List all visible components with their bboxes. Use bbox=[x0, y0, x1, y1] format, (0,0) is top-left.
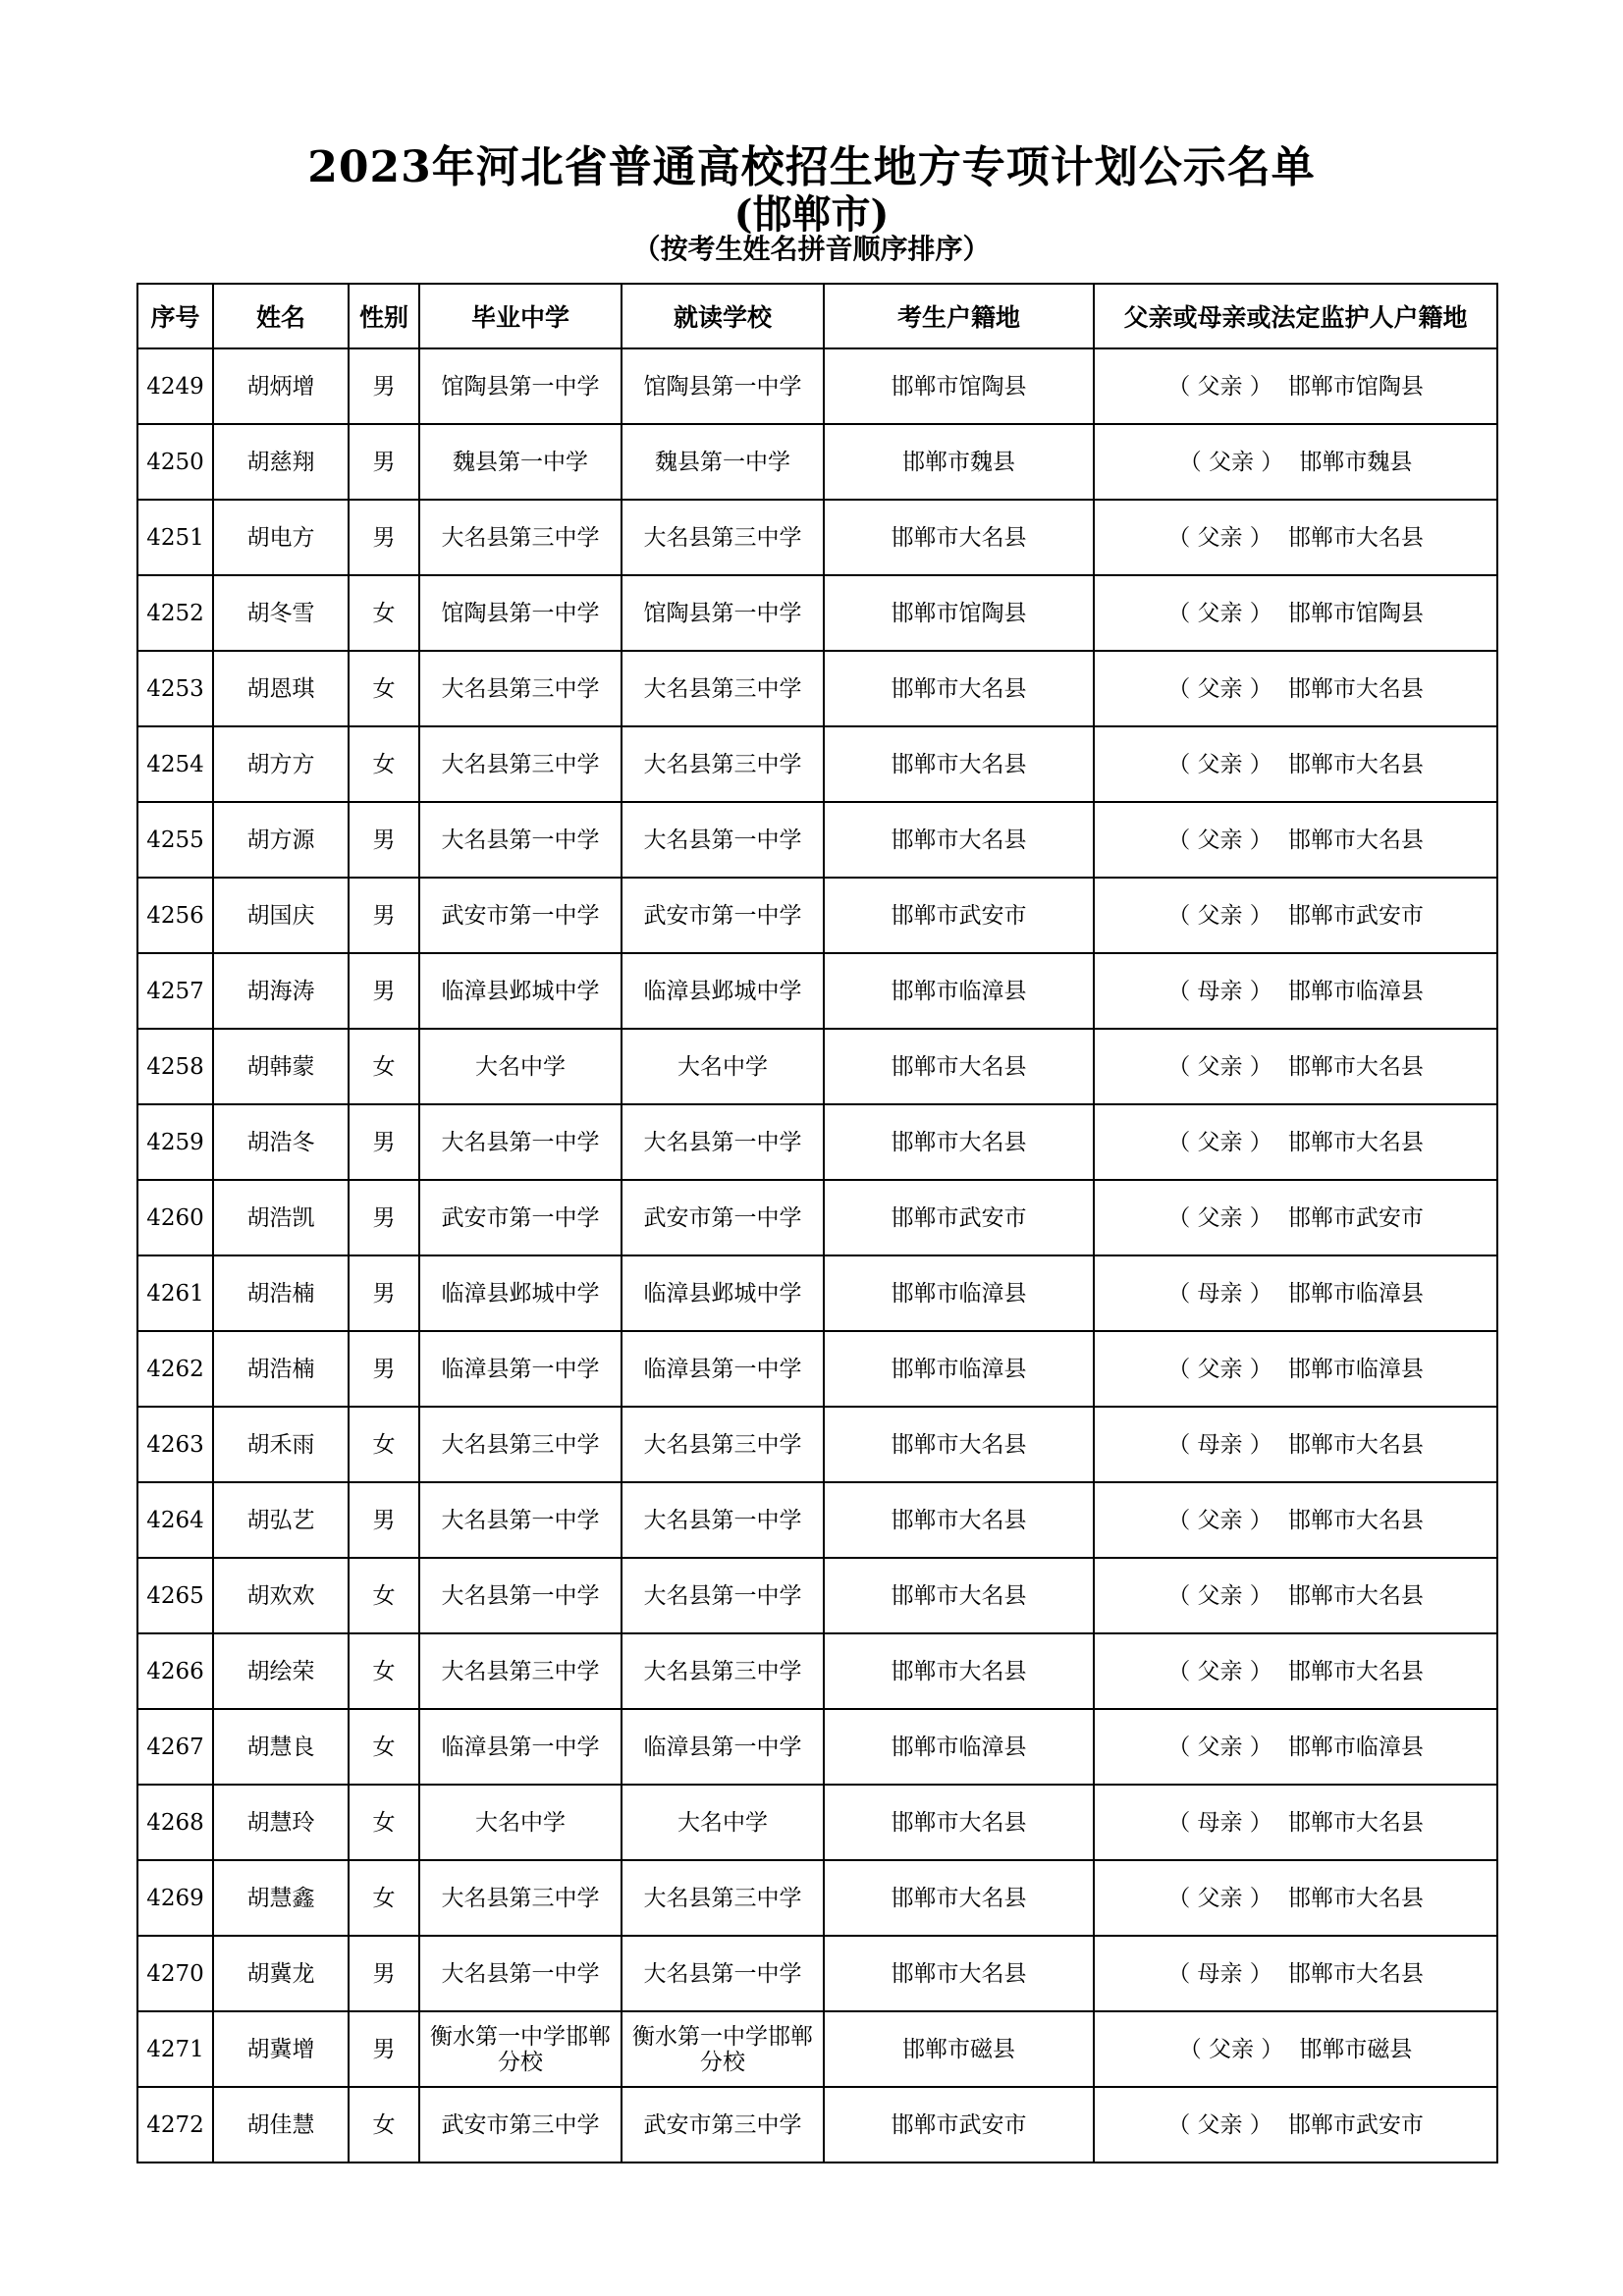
guardian-place: 邯郸市大名县 bbox=[1287, 524, 1424, 551]
cell-number: 4250 bbox=[137, 424, 213, 500]
cell-graduation-school: 大名县第三中学 bbox=[419, 1860, 622, 1936]
cell-student-hukou: 邯郸市大名县 bbox=[824, 500, 1094, 575]
cell-student-hukou: 邯郸市大名县 bbox=[824, 1558, 1094, 1633]
cell-student-hukou: 邯郸市馆陶县 bbox=[824, 575, 1094, 651]
cell-number: 4253 bbox=[137, 651, 213, 726]
cell-student-hukou: 邯郸市临漳县 bbox=[824, 1331, 1094, 1407]
cell-name: 胡浩楠 bbox=[213, 1331, 349, 1407]
cell-current-school: 临漳县邺城中学 bbox=[622, 1255, 824, 1331]
cell-gender: 男 bbox=[349, 878, 419, 953]
guardian-relation: （ 父亲 ） bbox=[1167, 827, 1272, 853]
cell-number: 4262 bbox=[137, 1331, 213, 1407]
cell-number: 4263 bbox=[137, 1407, 213, 1482]
cell-graduation-school: 大名县第三中学 bbox=[419, 651, 622, 726]
cell-guardian-hukou bbox=[1094, 1331, 1497, 1407]
table-row bbox=[137, 1936, 1497, 2011]
cell-current-school: 大名县第三中学 bbox=[622, 651, 824, 726]
cell-number: 4251 bbox=[137, 500, 213, 575]
guardian-relation: （ 父亲 ） bbox=[1167, 1582, 1272, 1609]
cell-name: 胡禾雨 bbox=[213, 1407, 349, 1482]
table-row bbox=[137, 802, 1497, 878]
cell-number: 4257 bbox=[137, 953, 213, 1029]
guardian-relation: （ 父亲 ） bbox=[1167, 751, 1272, 777]
guardian-place: 邯郸市大名县 bbox=[1287, 675, 1424, 702]
cell-name: 胡慈翔 bbox=[213, 424, 349, 500]
cell-graduation-school: 武安市第三中学 bbox=[419, 2087, 622, 2163]
cell-guardian-hukou bbox=[1094, 1029, 1497, 1104]
cell-name: 胡佳慧 bbox=[213, 2087, 349, 2163]
col-header-student-hukou: 考生户籍地 bbox=[824, 284, 1094, 348]
cell-number: 4272 bbox=[137, 2087, 213, 2163]
guardian-relation: （ 父亲 ） bbox=[1167, 524, 1272, 551]
cell-name: 胡国庆 bbox=[213, 878, 349, 953]
cell-guardian-hukou bbox=[1094, 1407, 1497, 1482]
guardian-relation: （ 父亲 ） bbox=[1167, 1658, 1272, 1684]
cell-number: 4261 bbox=[137, 1255, 213, 1331]
cell-name: 胡电方 bbox=[213, 500, 349, 575]
cell-guardian-hukou bbox=[1094, 1104, 1497, 1180]
guardian-relation: （ 父亲 ） bbox=[1167, 1053, 1272, 1080]
cell-student-hukou: 邯郸市大名县 bbox=[824, 1407, 1094, 1482]
guardian-place: 邯郸市武安市 bbox=[1287, 2111, 1424, 2138]
cell-number: 4271 bbox=[137, 2011, 213, 2087]
guardian-place: 邯郸市临漳县 bbox=[1287, 1356, 1424, 1382]
table-row bbox=[137, 1104, 1497, 1180]
table-row bbox=[137, 1029, 1497, 1104]
cell-guardian-hukou bbox=[1094, 2011, 1497, 2087]
guardian-place: 邯郸市大名县 bbox=[1287, 1885, 1424, 1911]
cell-name: 胡冀增 bbox=[213, 2011, 349, 2087]
cell-graduation-school: 大名县第一中学 bbox=[419, 1936, 622, 2011]
guardian-relation: （ 父亲 ） bbox=[1178, 449, 1284, 475]
cell-guardian-hukou bbox=[1094, 1558, 1497, 1633]
cell-graduation-school: 临漳县邺城中学 bbox=[419, 953, 622, 1029]
cell-current-school: 大名县第一中学 bbox=[622, 1104, 824, 1180]
cell-graduation-school: 馆陶县第一中学 bbox=[419, 575, 622, 651]
cell-graduation-school: 大名县第三中学 bbox=[419, 1633, 622, 1709]
cell-gender: 女 bbox=[349, 2087, 419, 2163]
cell-graduation-school: 大名县第三中学 bbox=[419, 726, 622, 802]
cell-gender: 女 bbox=[349, 1709, 419, 1785]
cell-graduation-school: 大名县第一中学 bbox=[419, 802, 622, 878]
cell-guardian-hukou bbox=[1094, 651, 1497, 726]
cell-graduation-school: 大名县第一中学 bbox=[419, 1104, 622, 1180]
cell-student-hukou: 邯郸市大名县 bbox=[824, 802, 1094, 878]
table-row bbox=[137, 1255, 1497, 1331]
cell-gender: 女 bbox=[349, 726, 419, 802]
guardian-place: 邯郸市临漳县 bbox=[1287, 1734, 1424, 1760]
cell-current-school: 武安市第一中学 bbox=[622, 878, 824, 953]
cell-gender: 男 bbox=[349, 500, 419, 575]
cell-number: 4260 bbox=[137, 1180, 213, 1255]
table-row bbox=[137, 953, 1497, 1029]
table-row bbox=[137, 424, 1497, 500]
guardian-relation: （ 母亲 ） bbox=[1167, 1809, 1272, 1836]
guardian-place: 邯郸市大名县 bbox=[1287, 1129, 1424, 1155]
table-row bbox=[137, 348, 1497, 424]
cell-student-hukou: 邯郸市大名县 bbox=[824, 1785, 1094, 1860]
cell-name: 胡绘荣 bbox=[213, 1633, 349, 1709]
cell-name: 胡方源 bbox=[213, 802, 349, 878]
cell-number: 4254 bbox=[137, 726, 213, 802]
cell-gender: 女 bbox=[349, 1407, 419, 1482]
cell-guardian-hukou bbox=[1094, 953, 1497, 1029]
cell-gender: 男 bbox=[349, 1104, 419, 1180]
cell-graduation-school: 馆陶县第一中学 bbox=[419, 348, 622, 424]
cell-number: 4270 bbox=[137, 1936, 213, 2011]
col-header-current-school: 就读学校 bbox=[622, 284, 824, 348]
cell-graduation-school: 武安市第一中学 bbox=[419, 1180, 622, 1255]
cell-guardian-hukou bbox=[1094, 878, 1497, 953]
cell-guardian-hukou bbox=[1094, 1180, 1497, 1255]
guardian-relation: （ 父亲 ） bbox=[1167, 373, 1272, 400]
document-subtitle: (邯郸市) bbox=[733, 191, 890, 238]
guardian-relation: （ 父亲 ） bbox=[1167, 675, 1272, 702]
cell-student-hukou: 邯郸市武安市 bbox=[824, 1180, 1094, 1255]
cell-graduation-school: 大名县第一中学 bbox=[419, 1482, 622, 1558]
cell-name: 胡慧玲 bbox=[213, 1785, 349, 1860]
cell-number: 4255 bbox=[137, 802, 213, 878]
cell-gender: 男 bbox=[349, 1180, 419, 1255]
cell-current-school: 大名县第三中学 bbox=[622, 500, 824, 575]
col-header-gender: 性别 bbox=[349, 284, 419, 348]
cell-number: 4264 bbox=[137, 1482, 213, 1558]
sort-note: （按考生姓名拼音顺序排序） bbox=[632, 233, 991, 265]
cell-student-hukou: 邯郸市大名县 bbox=[824, 1860, 1094, 1936]
cell-gender: 女 bbox=[349, 575, 419, 651]
cell-current-school: 馆陶县第一中学 bbox=[622, 348, 824, 424]
cell-gender: 女 bbox=[349, 1860, 419, 1936]
cell-current-school: 魏县第一中学 bbox=[622, 424, 824, 500]
cell-graduation-school: 临漳县第一中学 bbox=[419, 1331, 622, 1407]
guardian-place: 邯郸市魏县 bbox=[1299, 449, 1413, 475]
table-row bbox=[137, 1558, 1497, 1633]
cell-student-hukou: 邯郸市大名县 bbox=[824, 1633, 1094, 1709]
cell-guardian-hukou bbox=[1094, 802, 1497, 878]
cell-name: 胡浩楠 bbox=[213, 1255, 349, 1331]
cell-number: 4258 bbox=[137, 1029, 213, 1104]
cell-number: 4268 bbox=[137, 1785, 213, 1860]
table-header-row bbox=[137, 284, 1497, 348]
guardian-relation: （ 母亲 ） bbox=[1167, 1960, 1272, 1987]
cell-current-school: 大名县第三中学 bbox=[622, 1860, 824, 1936]
table-row bbox=[137, 1180, 1497, 1255]
cell-graduation-school: 大名县第三中学 bbox=[419, 1407, 622, 1482]
cell-current-school: 临漳县第一中学 bbox=[622, 1709, 824, 1785]
cell-student-hukou: 邯郸市大名县 bbox=[824, 1936, 1094, 2011]
cell-current-school: 临漳县第一中学 bbox=[622, 1331, 824, 1407]
guardian-place: 邯郸市磁县 bbox=[1299, 2036, 1413, 2062]
cell-guardian-hukou bbox=[1094, 1709, 1497, 1785]
cell-guardian-hukou bbox=[1094, 1482, 1497, 1558]
cell-student-hukou: 邯郸市大名县 bbox=[824, 1482, 1094, 1558]
table-row bbox=[137, 726, 1497, 802]
cell-gender: 女 bbox=[349, 1558, 419, 1633]
table-row bbox=[137, 878, 1497, 953]
cell-current-school: 大名县第三中学 bbox=[622, 1407, 824, 1482]
cell-graduation-school: 临漳县邺城中学 bbox=[419, 1255, 622, 1331]
cell-current-school: 大名县第一中学 bbox=[622, 1482, 824, 1558]
cell-gender: 女 bbox=[349, 1633, 419, 1709]
cell-name: 胡慧鑫 bbox=[213, 1860, 349, 1936]
cell-gender: 男 bbox=[349, 1255, 419, 1331]
cell-current-school: 大名县第一中学 bbox=[622, 1936, 824, 2011]
guardian-relation: （ 父亲 ） bbox=[1167, 1885, 1272, 1911]
cell-graduation-school: 魏县第一中学 bbox=[419, 424, 622, 500]
cell-graduation-school: 大名县第一中学 bbox=[419, 1558, 622, 1633]
cell-guardian-hukou bbox=[1094, 348, 1497, 424]
cell-current-school: 临漳县邺城中学 bbox=[622, 953, 824, 1029]
cell-gender: 女 bbox=[349, 1029, 419, 1104]
cell-student-hukou: 邯郸市临漳县 bbox=[824, 1255, 1094, 1331]
cell-gender: 女 bbox=[349, 1785, 419, 1860]
document-title: 2023年河北省普通高校招生地方专项计划公示名单 bbox=[307, 142, 1316, 192]
guardian-relation: （ 母亲 ） bbox=[1167, 1280, 1272, 1307]
cell-student-hukou: 邯郸市武安市 bbox=[824, 878, 1094, 953]
cell-name: 胡方方 bbox=[213, 726, 349, 802]
guardian-relation: （ 父亲 ） bbox=[1167, 2111, 1272, 2138]
cell-name: 胡恩琪 bbox=[213, 651, 349, 726]
cell-student-hukou: 邯郸市临漳县 bbox=[824, 1709, 1094, 1785]
guardian-relation: （ 父亲 ） bbox=[1167, 1356, 1272, 1382]
table-row bbox=[137, 1785, 1497, 1860]
table-row bbox=[137, 1331, 1497, 1407]
guardian-place: 邯郸市大名县 bbox=[1287, 751, 1424, 777]
cell-name: 胡慧良 bbox=[213, 1709, 349, 1785]
cell-current-school: 大名县第一中学 bbox=[622, 802, 824, 878]
cell-graduation-school: 衡水第一中学邯郸分校 bbox=[419, 2011, 622, 2087]
cell-current-school: 衡水第一中学邯郸分校 bbox=[622, 2011, 824, 2087]
cell-name: 胡浩冬 bbox=[213, 1104, 349, 1180]
guardian-relation: （ 母亲 ） bbox=[1167, 978, 1272, 1004]
cell-current-school: 武安市第一中学 bbox=[622, 1180, 824, 1255]
cell-guardian-hukou bbox=[1094, 500, 1497, 575]
table-row bbox=[137, 1860, 1497, 1936]
cell-student-hukou: 邯郸市大名县 bbox=[824, 726, 1094, 802]
table-row bbox=[137, 2087, 1497, 2163]
table-row bbox=[137, 575, 1497, 651]
cell-student-hukou: 邯郸市武安市 bbox=[824, 2087, 1094, 2163]
guardian-relation: （ 父亲 ） bbox=[1167, 1129, 1272, 1155]
guardian-relation: （ 父亲 ） bbox=[1167, 1507, 1272, 1533]
cell-number: 4259 bbox=[137, 1104, 213, 1180]
col-header-graduation-school: 毕业中学 bbox=[419, 284, 622, 348]
table-row bbox=[137, 1709, 1497, 1785]
roster-table bbox=[136, 283, 1498, 2163]
cell-student-hukou: 邯郸市磁县 bbox=[824, 2011, 1094, 2087]
cell-number: 4265 bbox=[137, 1558, 213, 1633]
cell-graduation-school: 临漳县第一中学 bbox=[419, 1709, 622, 1785]
cell-name: 胡冀龙 bbox=[213, 1936, 349, 2011]
cell-name: 胡韩蒙 bbox=[213, 1029, 349, 1104]
guardian-relation: （ 父亲 ） bbox=[1167, 902, 1272, 929]
table-row bbox=[137, 500, 1497, 575]
cell-current-school: 大名县第一中学 bbox=[622, 1558, 824, 1633]
table-body bbox=[137, 348, 1497, 2163]
cell-guardian-hukou bbox=[1094, 2087, 1497, 2163]
col-header-number: 序号 bbox=[137, 284, 213, 348]
guardian-place: 邯郸市大名县 bbox=[1287, 827, 1424, 853]
guardian-place: 邯郸市武安市 bbox=[1287, 1204, 1424, 1231]
cell-current-school: 大名中学 bbox=[622, 1785, 824, 1860]
cell-name: 胡炳增 bbox=[213, 348, 349, 424]
guardian-relation: （ 母亲 ） bbox=[1167, 1431, 1272, 1458]
guardian-place: 邯郸市大名县 bbox=[1287, 1809, 1424, 1836]
cell-current-school: 馆陶县第一中学 bbox=[622, 575, 824, 651]
cell-guardian-hukou bbox=[1094, 575, 1497, 651]
col-header-name: 姓名 bbox=[213, 284, 349, 348]
cell-student-hukou: 邯郸市大名县 bbox=[824, 1104, 1094, 1180]
cell-guardian-hukou bbox=[1094, 1860, 1497, 1936]
cell-guardian-hukou bbox=[1094, 424, 1497, 500]
cell-number: 4267 bbox=[137, 1709, 213, 1785]
cell-gender: 女 bbox=[349, 651, 419, 726]
cell-graduation-school: 大名县第三中学 bbox=[419, 500, 622, 575]
cell-gender: 男 bbox=[349, 1482, 419, 1558]
cell-gender: 男 bbox=[349, 1331, 419, 1407]
guardian-place: 邯郸市大名县 bbox=[1287, 1582, 1424, 1609]
cell-gender: 男 bbox=[349, 1936, 419, 2011]
guardian-place: 邯郸市大名县 bbox=[1287, 1507, 1424, 1533]
cell-current-school: 大名县第三中学 bbox=[622, 1633, 824, 1709]
guardian-relation: （ 父亲 ） bbox=[1167, 1204, 1272, 1231]
cell-guardian-hukou bbox=[1094, 1785, 1497, 1860]
guardian-relation: （ 父亲 ） bbox=[1167, 600, 1272, 626]
cell-gender: 男 bbox=[349, 953, 419, 1029]
cell-gender: 男 bbox=[349, 802, 419, 878]
cell-number: 4256 bbox=[137, 878, 213, 953]
guardian-relation: （ 父亲 ） bbox=[1167, 1734, 1272, 1760]
table-row bbox=[137, 2011, 1497, 2087]
cell-name: 胡浩凯 bbox=[213, 1180, 349, 1255]
cell-name: 胡弘艺 bbox=[213, 1482, 349, 1558]
cell-name: 胡欢欢 bbox=[213, 1558, 349, 1633]
cell-graduation-school: 大名中学 bbox=[419, 1785, 622, 1860]
table-row bbox=[137, 651, 1497, 726]
cell-number: 4252 bbox=[137, 575, 213, 651]
cell-guardian-hukou bbox=[1094, 726, 1497, 802]
cell-current-school: 武安市第三中学 bbox=[622, 2087, 824, 2163]
col-header-guardian-hukou: 父亲或母亲或法定监护人户籍地 bbox=[1094, 284, 1497, 348]
cell-name: 胡冬雪 bbox=[213, 575, 349, 651]
cell-current-school: 大名县第三中学 bbox=[622, 726, 824, 802]
table-row bbox=[137, 1407, 1497, 1482]
cell-graduation-school: 武安市第一中学 bbox=[419, 878, 622, 953]
guardian-place: 邯郸市武安市 bbox=[1287, 902, 1424, 929]
cell-student-hukou: 邯郸市大名县 bbox=[824, 1029, 1094, 1104]
cell-gender: 男 bbox=[349, 2011, 419, 2087]
cell-number: 4269 bbox=[137, 1860, 213, 1936]
guardian-place: 邯郸市馆陶县 bbox=[1287, 373, 1424, 400]
cell-gender: 男 bbox=[349, 424, 419, 500]
guardian-place: 邯郸市大名县 bbox=[1287, 1658, 1424, 1684]
cell-guardian-hukou bbox=[1094, 1255, 1497, 1331]
cell-number: 4266 bbox=[137, 1633, 213, 1709]
table-row bbox=[137, 1633, 1497, 1709]
cell-current-school: 大名中学 bbox=[622, 1029, 824, 1104]
guardian-relation: （ 父亲 ） bbox=[1178, 2036, 1284, 2062]
table-row bbox=[137, 1482, 1497, 1558]
cell-student-hukou: 邯郸市大名县 bbox=[824, 651, 1094, 726]
cell-gender: 男 bbox=[349, 348, 419, 424]
cell-name: 胡海涛 bbox=[213, 953, 349, 1029]
cell-guardian-hukou bbox=[1094, 1936, 1497, 2011]
guardian-place: 邯郸市馆陶县 bbox=[1287, 600, 1424, 626]
guardian-place: 邯郸市临漳县 bbox=[1287, 978, 1424, 1004]
guardian-place: 邯郸市大名县 bbox=[1287, 1053, 1424, 1080]
cell-number: 4249 bbox=[137, 348, 213, 424]
cell-graduation-school: 大名中学 bbox=[419, 1029, 622, 1104]
guardian-place: 邯郸市大名县 bbox=[1287, 1431, 1424, 1458]
cell-guardian-hukou bbox=[1094, 1633, 1497, 1709]
cell-student-hukou: 邯郸市魏县 bbox=[824, 424, 1094, 500]
cell-student-hukou: 邯郸市馆陶县 bbox=[824, 348, 1094, 424]
cell-student-hukou: 邯郸市临漳县 bbox=[824, 953, 1094, 1029]
guardian-place: 邯郸市临漳县 bbox=[1287, 1280, 1424, 1307]
guardian-place: 邯郸市大名县 bbox=[1287, 1960, 1424, 1987]
